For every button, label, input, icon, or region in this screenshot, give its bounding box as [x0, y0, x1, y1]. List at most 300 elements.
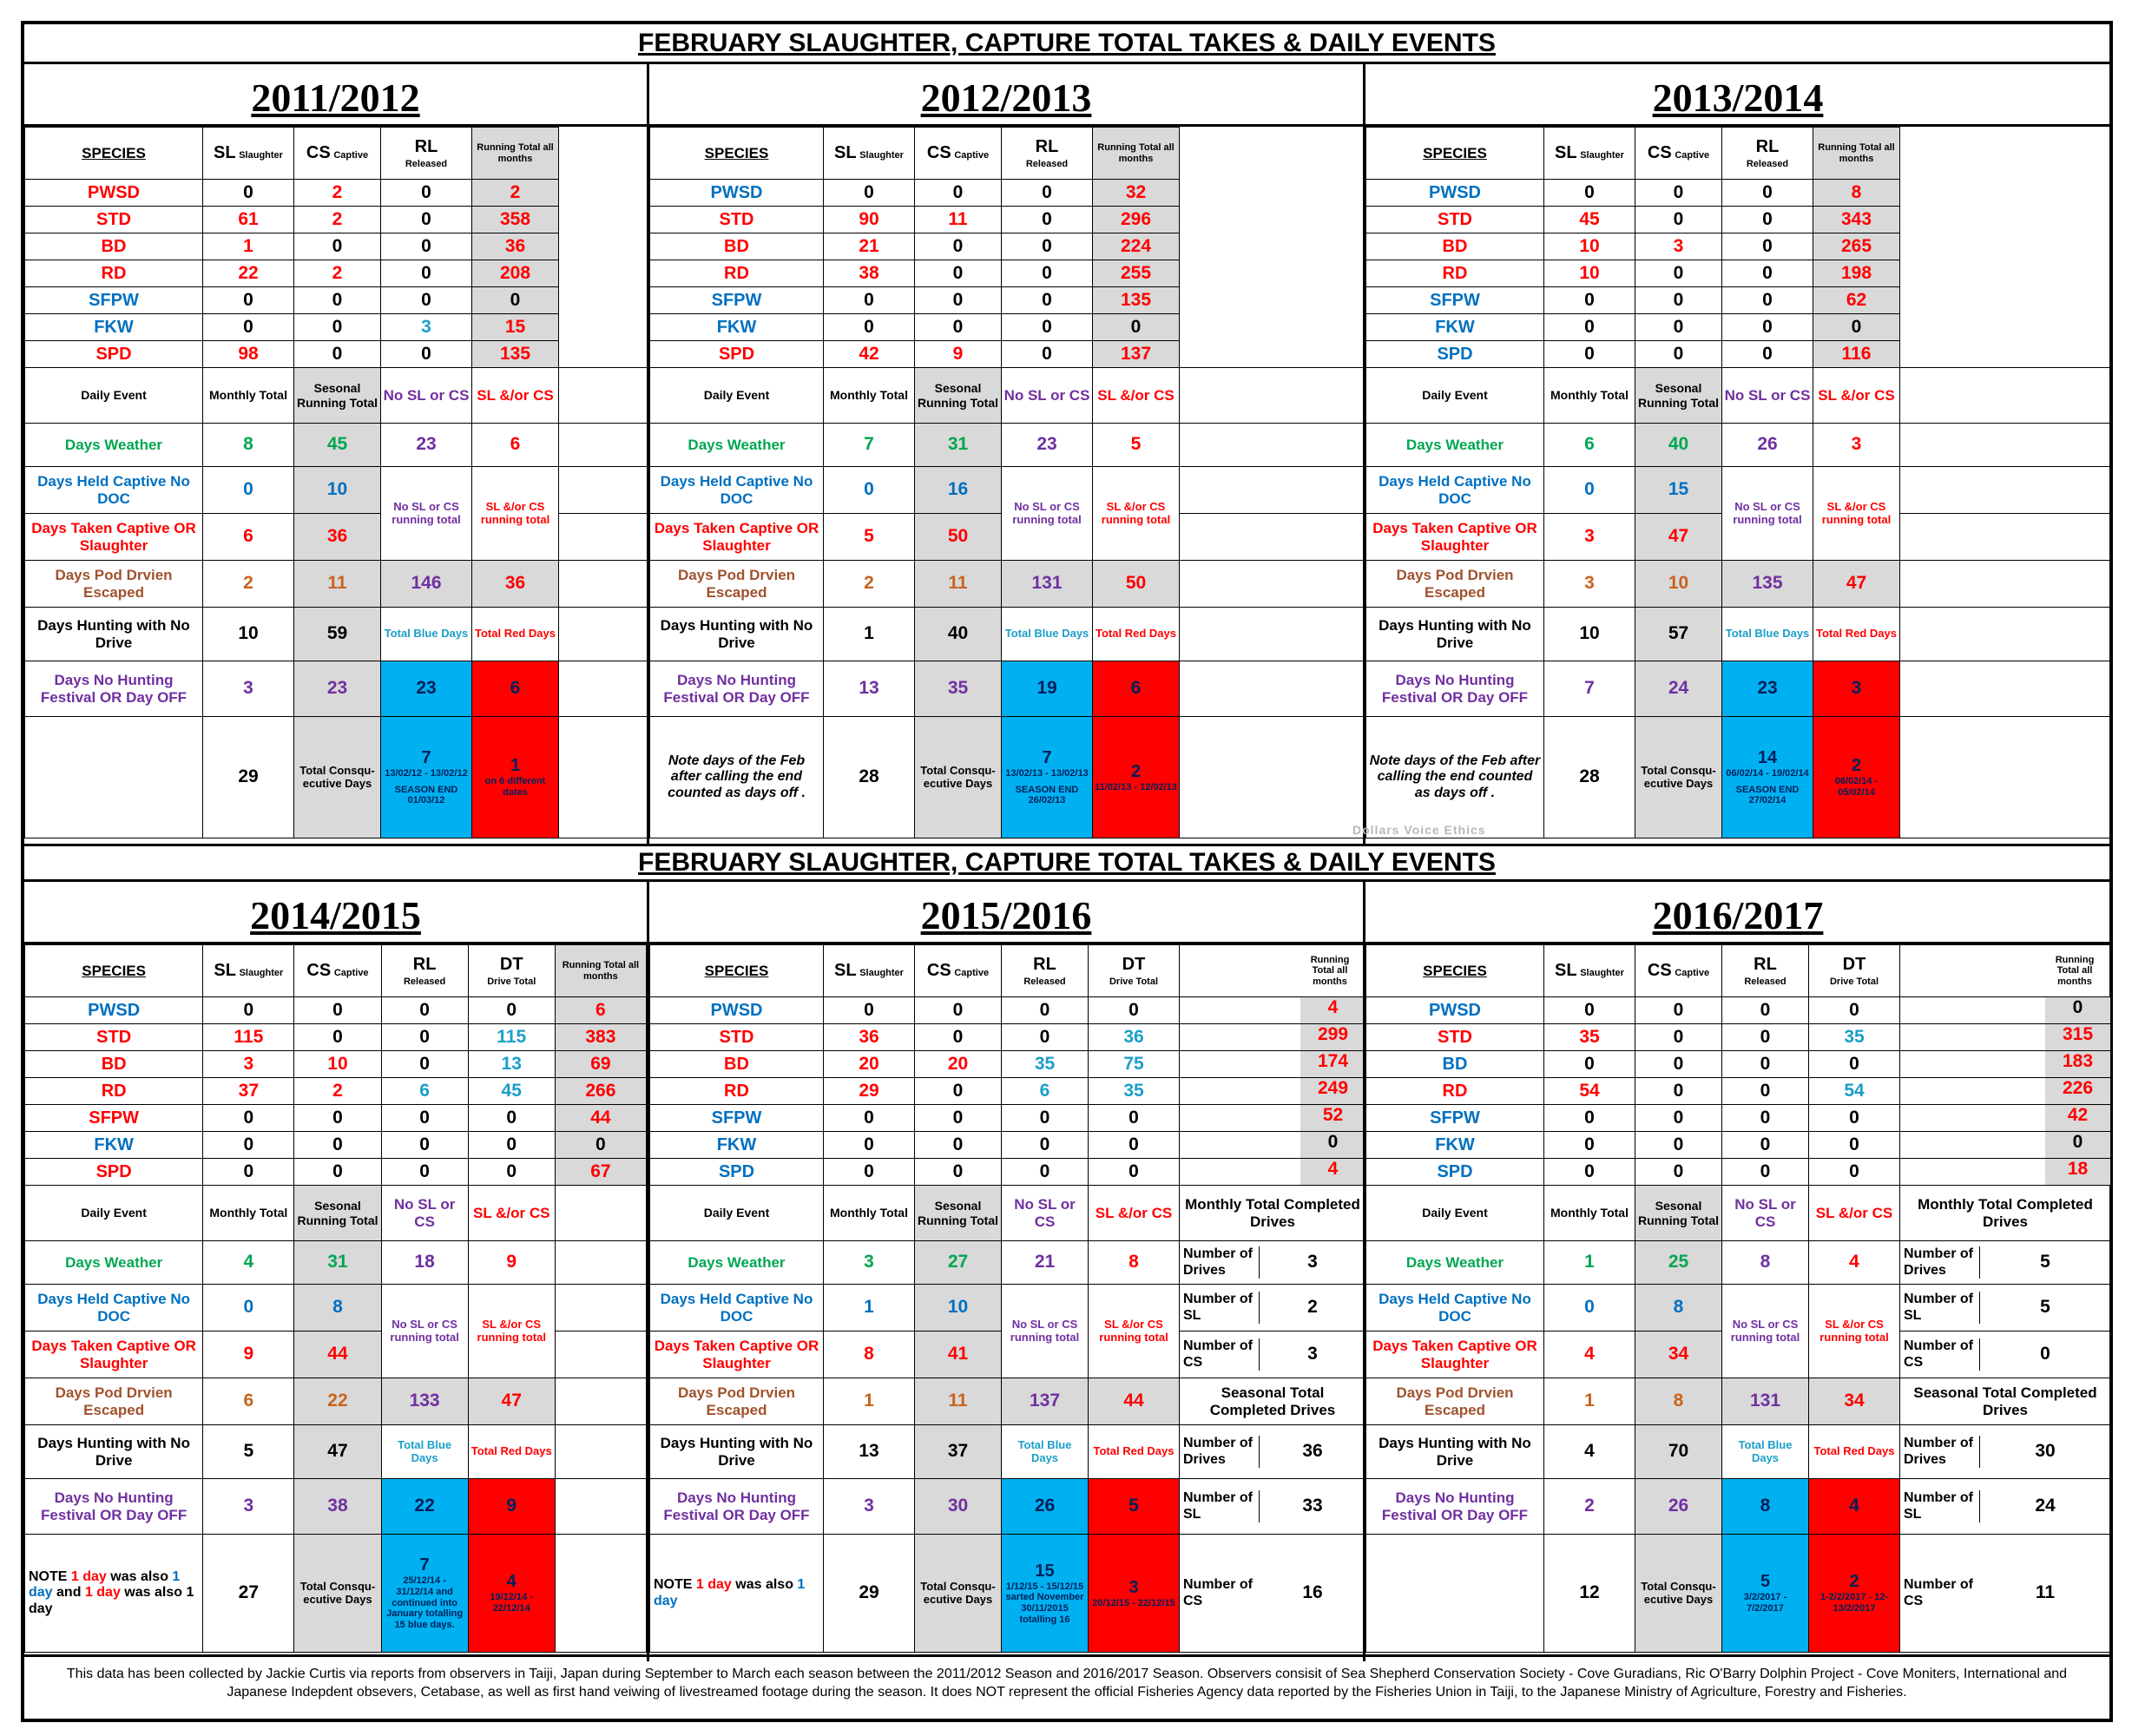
bottom-section	[24, 882, 2109, 1660]
seasonal-value: 26	[1635, 1479, 1722, 1535]
red-block: 3 20/12/15 - 22/12/15	[1089, 1535, 1180, 1653]
species-name: PWSD	[1366, 180, 1544, 207]
cs-value: 11	[915, 207, 1002, 233]
cs-header: CS Captive	[1635, 128, 1722, 180]
cs-value: 10	[294, 1051, 381, 1078]
running-total-value: 174	[1300, 1051, 1365, 1077]
event-row	[25, 561, 650, 608]
season-title: 2011/2012	[24, 64, 647, 127]
cs-header: CS Captive	[915, 128, 1002, 180]
cs-value: 9	[915, 341, 1002, 368]
monthly-value: 1	[824, 608, 915, 661]
bottom-band-title: FEBRUARY SLAUGHTER, CAPTURE TOTAL TAKES & DAILY EVENTS	[24, 844, 2109, 882]
blank-cell	[1180, 514, 1366, 561]
species-row	[1366, 341, 2111, 368]
no-sl-running-label: No SL or CS running total	[1002, 1285, 1089, 1378]
species-name: SPD	[650, 341, 824, 368]
red-block: 2 1-2/2/2017 - 12-13/2/2017	[1809, 1535, 1900, 1653]
sl-running-label: SL &/or CS running total	[1809, 1285, 1900, 1378]
event-label: Days No Hunting Festival OR Day OFF	[25, 661, 203, 717]
blue-days-value: 26	[1002, 1479, 1089, 1535]
drives-value: 5	[2040, 1252, 2050, 1272]
season-title: 2016/2017	[1365, 882, 2110, 944]
cs-value: 0	[294, 1024, 381, 1051]
species-name: SFPW	[25, 287, 203, 314]
event-label: Days Taken Captive OR Slaughter	[25, 514, 203, 561]
sl-or-cs-header: SL &/or CS	[1813, 368, 1900, 424]
no-sl-cs-value: 23	[381, 424, 472, 467]
running-total-value: 224	[1093, 233, 1180, 260]
species-header: SPECIES	[1366, 945, 1544, 997]
summary-row	[1366, 717, 2111, 838]
monthly-value: 0	[203, 467, 294, 514]
running-total-value: 266	[555, 1078, 646, 1105]
species-row	[1366, 1132, 2111, 1159]
running-total-cell	[1180, 1051, 1366, 1078]
species-row	[25, 260, 650, 287]
event-row	[1366, 561, 2111, 608]
rl-value: 0	[1722, 1024, 1809, 1051]
sl-value: 0	[203, 997, 294, 1024]
rl-value: 0	[1002, 287, 1093, 314]
rl-value: 0	[1002, 1159, 1089, 1186]
cs-value: 2	[294, 180, 381, 207]
cs-header: CS Captive	[294, 945, 381, 997]
event-label: Days Taken Captive OR Slaughter	[650, 514, 824, 561]
sl-header: SL Slaughter	[824, 128, 915, 180]
cs-header: CS Captive	[915, 945, 1002, 997]
event-label: Days Pod Drvien Escaped	[25, 561, 203, 608]
sl-or-cs-value: 3	[1813, 424, 1900, 467]
sl-or-cs-value: 8	[1089, 1241, 1180, 1285]
event-label: Days Pod Drvien Escaped	[650, 561, 824, 608]
drives-value: 2	[1307, 1297, 1318, 1318]
cs-value: 0	[294, 233, 381, 260]
rl-value: 0	[1002, 997, 1089, 1024]
drives-label: Number of SL	[1180, 1292, 1260, 1324]
running-total-cell	[1900, 1132, 2111, 1159]
species-row	[1366, 1051, 2111, 1078]
event-label: Days Hunting with No Drive	[650, 1425, 824, 1479]
species-table	[24, 127, 649, 838]
species-table	[24, 944, 647, 1653]
cs-value: 0	[915, 1159, 1002, 1186]
sl-or-cs-value: 6	[472, 424, 559, 467]
rl-value: 0	[1722, 180, 1813, 207]
monthly-value: 2	[203, 561, 294, 608]
summary-row	[1366, 1535, 2111, 1653]
red-block: 4 19/12/14 - 22/12/14	[468, 1535, 555, 1653]
dt-value: 0	[468, 1132, 555, 1159]
running-total-value: 265	[1813, 233, 1900, 260]
cs-value: 0	[1635, 1105, 1722, 1132]
monthly-value: 3	[203, 661, 294, 717]
sl-running-value: 36	[472, 561, 559, 608]
seasonal-value: 57	[1635, 608, 1722, 661]
sl-header: SL Slaughter	[203, 128, 294, 180]
rl-value: 0	[381, 180, 472, 207]
rl-value: 0	[1002, 1105, 1089, 1132]
cs-value: 0	[1635, 180, 1722, 207]
running-total-value: 6	[555, 997, 646, 1024]
drives-cell	[1900, 1285, 2111, 1332]
seasonal-value: 41	[915, 1332, 1002, 1378]
sl-header: SL Slaughter	[1544, 945, 1635, 997]
species-row	[650, 341, 1366, 368]
species-name: PWSD	[25, 180, 203, 207]
running-total-cell	[1180, 1159, 1366, 1186]
monthly-value: 3	[1544, 561, 1635, 608]
rl-value: 0	[1722, 1105, 1809, 1132]
running-total-value: 255	[1093, 260, 1180, 287]
event-row	[25, 1241, 647, 1285]
sl-value: 0	[824, 314, 915, 341]
no-sl-running-value: 146	[381, 561, 472, 608]
running-total-value: 42	[2045, 1105, 2110, 1131]
red-days-value: 4	[1809, 1479, 1900, 1535]
no-sl-running-label: No SL or CS running total	[1002, 467, 1093, 561]
monthly-value: 5	[203, 1425, 294, 1479]
rl-value: 0	[381, 287, 472, 314]
event-row	[650, 661, 1366, 717]
drives-value: 33	[1302, 1496, 1323, 1516]
rl-value: 0	[1002, 260, 1093, 287]
rl-value: 0	[381, 1051, 468, 1078]
sl-or-cs-header: SL &/or CS	[1089, 1186, 1180, 1241]
drives-value: 16	[1302, 1582, 1323, 1603]
summary-row	[25, 1535, 647, 1653]
sl-running-label: SL &/or CS running total	[1089, 1285, 1180, 1378]
running-total-cell	[1180, 1132, 1366, 1159]
cs-value: 0	[294, 1105, 381, 1132]
monthly-value: 4	[1544, 1425, 1635, 1479]
sl-running-value: 47	[468, 1378, 555, 1425]
species-name: SPD	[25, 1159, 203, 1186]
blank-cell	[1180, 467, 1366, 514]
species-name: SFPW	[650, 1105, 824, 1132]
days-in-month: 27	[203, 1535, 294, 1653]
running-total-value: 69	[555, 1051, 646, 1078]
sl-value: 0	[203, 314, 294, 341]
event-row	[1366, 1285, 2111, 1332]
species-name: RD	[650, 260, 824, 287]
monthly-value: 1	[824, 1285, 915, 1332]
event-label: Days No Hunting Festival OR Day OFF	[650, 1479, 824, 1535]
blank-cell	[1366, 1535, 1544, 1653]
running-total-value: 296	[1093, 207, 1180, 233]
no-sl-running-value: 131	[1722, 1378, 1809, 1425]
blank-cell	[1900, 424, 2111, 467]
monthly-value: 10	[203, 608, 294, 661]
sl-value: 0	[203, 1159, 294, 1186]
dt-value: 0	[1809, 1105, 1900, 1132]
note-cell: NOTE 1 day was also 1 day	[650, 1535, 824, 1653]
red-days-value: 9	[468, 1479, 555, 1535]
species-row	[25, 1078, 647, 1105]
sl-running-label: SL &/or CS running total	[468, 1285, 555, 1378]
total-consec-label: Total Consqu-ecutive Days	[915, 717, 1002, 838]
seasonal-running-header: Sesonal Running Total	[1635, 368, 1722, 424]
species-row	[25, 287, 650, 314]
event-row	[1366, 1241, 2111, 1285]
rl-value: 0	[1722, 287, 1813, 314]
species-name: FKW	[1366, 314, 1544, 341]
species-row	[650, 233, 1366, 260]
total-blue-label: Total Blue Days	[381, 1425, 468, 1479]
red-days-value: 6	[1093, 661, 1180, 717]
no-sl-running-label: No SL or CS running total	[1722, 1285, 1809, 1378]
no-sl-cs-header: No SL or CS	[381, 1186, 468, 1241]
seasonal-value: 31	[915, 424, 1002, 467]
sl-value: 90	[824, 207, 915, 233]
seasonal-value: 44	[294, 1332, 381, 1378]
event-label: Days Taken Captive OR Slaughter	[1366, 514, 1544, 561]
running-total-header: Running Total all months	[1093, 128, 1180, 180]
rl-value: 0	[381, 1132, 468, 1159]
running-total-value: 0	[1093, 314, 1180, 341]
monthly-value: 1	[1544, 1241, 1635, 1285]
species-name: STD	[1366, 1024, 1544, 1051]
species-row	[1366, 997, 2111, 1024]
season-title: 2012/2013	[649, 64, 1363, 127]
running-total-cell	[1180, 1078, 1366, 1105]
drives-label: Number of Drives	[1900, 1436, 1980, 1468]
sl-value: 20	[824, 1051, 915, 1078]
species-name: SPD	[650, 1159, 824, 1186]
total-red-label: Total Red Days	[1809, 1425, 1900, 1479]
event-label: Days Held Captive No DOC	[650, 467, 824, 514]
summary-row	[650, 717, 1366, 838]
cs-value: 0	[1635, 207, 1722, 233]
no-sl-running-label: No SL or CS running total	[381, 467, 472, 561]
seasonal-value: 8	[1635, 1378, 1722, 1425]
species-name: SPD	[1366, 341, 1544, 368]
sl-running-value: 50	[1093, 561, 1180, 608]
event-label: Days Held Captive No DOC	[1366, 1285, 1544, 1332]
species-name: FKW	[25, 1132, 203, 1159]
blank-cell	[1900, 561, 2111, 608]
summary-row	[25, 717, 650, 838]
monthly-value: 3	[824, 1241, 915, 1285]
species-name: RD	[1366, 1078, 1544, 1105]
monthly-value: 4	[203, 1241, 294, 1285]
event-row	[650, 467, 1366, 514]
monthly-value: 3	[824, 1479, 915, 1535]
blank-cell	[1180, 608, 1366, 661]
seasonal-running-header: Sesonal Running Total	[294, 368, 381, 424]
species-row	[650, 180, 1366, 207]
event-row	[25, 661, 650, 717]
seasonal-value: 40	[1635, 424, 1722, 467]
running-total-value: 299	[1300, 1024, 1365, 1050]
drives-cell	[1180, 1241, 1366, 1285]
event-row	[650, 1241, 1366, 1285]
running-total-value: 383	[555, 1024, 646, 1051]
monthly-total-header: Monthly Total	[1544, 368, 1635, 424]
no-sl-running-label: No SL or CS running total	[381, 1285, 468, 1378]
seasonal-value: 70	[1635, 1425, 1722, 1479]
species-row	[1366, 314, 2111, 341]
species-name: FKW	[25, 314, 203, 341]
sl-or-cs-header: SL &/or CS	[1809, 1186, 1900, 1241]
daily-event-header: Daily Event	[650, 1186, 824, 1241]
event-row	[1366, 1425, 2111, 1479]
no-sl-cs-value: 23	[1002, 424, 1093, 467]
seasonal-value: 11	[294, 561, 381, 608]
daily-event-header: Daily Event	[1366, 368, 1544, 424]
rl-header: RL Released	[1722, 945, 1809, 997]
drives-cell	[1900, 1535, 2111, 1653]
cs-value: 0	[915, 314, 1002, 341]
dt-value: 0	[1089, 1105, 1180, 1132]
note-cell: Note days of the Feb after calling the end counted as days off .	[650, 717, 824, 838]
seasonal-value: 25	[1635, 1241, 1722, 1285]
monthly-value: 8	[824, 1332, 915, 1378]
cs-value: 0	[1635, 260, 1722, 287]
blank-cell	[559, 561, 650, 608]
season-panel	[649, 64, 1365, 844]
species-name: SFPW	[1366, 1105, 1544, 1132]
sl-value: 0	[1544, 314, 1635, 341]
rl-value: 6	[381, 1078, 468, 1105]
event-label: Days Hunting with No Drive	[25, 1425, 203, 1479]
total-consec-label: Total Consqu-ecutive Days	[915, 1535, 1002, 1653]
event-label: Days Weather	[25, 424, 203, 467]
running-total-value: 15	[472, 314, 559, 341]
watermark: Dollars Voice Ethics	[1352, 823, 1486, 837]
dt-value: 45	[468, 1078, 555, 1105]
rl-value: 0	[1002, 314, 1093, 341]
blank-cell	[1900, 717, 2111, 838]
sl-or-cs-header: SL &/or CS	[1093, 368, 1180, 424]
cs-value: 2	[294, 260, 381, 287]
monthly-total-header: Monthly Total	[824, 1186, 915, 1241]
species-name: STD	[25, 207, 203, 233]
drives-cell	[1180, 1285, 1366, 1332]
cs-value: 0	[1635, 1024, 1722, 1051]
drives-cell	[1180, 1535, 1366, 1653]
footer-disclaimer: This data has been collected by Jackie Curtis via reports from observers in Taiji, Japan during September to March each season between the 2011/2012 Season and 2016/2017 Season. Observers consisit of Sea Shepherd Conservation Society - Cove Guradians, Ric O'Barry Dolphin Project - Cove Moniters, International and Japanese Indepdent obsevers, Cetabase, as well as first hand veiwing of livestreamed footage during the season. It does NOT represent the official Fisheries Agency data reported by the Fisheries Union in Taiji, to the Japanese Ministry of Agriculture, Forestry and Fisheries.	[24, 1654, 2109, 1719]
species-row	[650, 1159, 1366, 1186]
cs-value: 0	[294, 997, 381, 1024]
total-consec-label: Total Consqu-ecutive Days	[294, 717, 381, 838]
daily-event-header: Daily Event	[25, 1186, 203, 1241]
sl-value: 0	[203, 180, 294, 207]
sl-value: 115	[203, 1024, 294, 1051]
running-total-value: 0	[2045, 997, 2110, 1023]
species-row	[25, 341, 650, 368]
seasonal-value: 10	[1635, 561, 1722, 608]
event-row	[25, 467, 650, 514]
event-row	[650, 1378, 1366, 1425]
drives-label: Number of CS	[1904, 1577, 1973, 1608]
event-label: Days Pod Drvien Escaped	[1366, 561, 1544, 608]
seasonal-running-header: Sesonal Running Total	[1635, 1186, 1722, 1241]
monthly-value: 1	[1544, 1378, 1635, 1425]
event-label: Days Hunting with No Drive	[25, 608, 203, 661]
species-row	[25, 1159, 647, 1186]
rl-value: 6	[1002, 1078, 1089, 1105]
dt-value: 54	[1809, 1078, 1900, 1105]
total-red-label: Total Red Days	[1813, 608, 1900, 661]
monthly-value: 0	[1544, 467, 1635, 514]
cs-value: 0	[1635, 1132, 1722, 1159]
running-total-value: 32	[1093, 180, 1180, 207]
running-total-header: Running Total all months	[1813, 128, 1900, 180]
data-sheet	[21, 21, 2113, 1722]
species-name: STD	[25, 1024, 203, 1051]
daily-event-header: Daily Event	[1366, 1186, 1544, 1241]
dt-value: 0	[1089, 997, 1180, 1024]
no-sl-running-label: No SL or CS running total	[1722, 467, 1813, 561]
species-row	[25, 207, 650, 233]
seasonal-value: 22	[294, 1378, 381, 1425]
note-cell: NOTE 1 day was also 1 day and 1 day was also 1 day	[25, 1535, 203, 1653]
red-days-value: 5	[1089, 1479, 1180, 1535]
rl-value: 0	[381, 207, 472, 233]
drives-cell	[1900, 1479, 2111, 1535]
total-red-label: Total Red Days	[472, 608, 559, 661]
species-name: RD	[25, 260, 203, 287]
cs-value: 0	[915, 260, 1002, 287]
sl-or-cs-value: 4	[1809, 1241, 1900, 1285]
running-total-value: 0	[1813, 314, 1900, 341]
cs-value: 0	[915, 180, 1002, 207]
red-block: 2 06/02/14 - 05/02/14	[1813, 717, 1900, 838]
rl-value: 35	[1002, 1051, 1089, 1078]
drives-cell	[1900, 1332, 2111, 1378]
species-name: PWSD	[1366, 997, 1544, 1024]
blank-cell	[1180, 368, 1366, 424]
event-row	[25, 424, 650, 467]
blank-cell	[1900, 368, 2111, 424]
sl-value: 0	[1544, 287, 1635, 314]
species-name: SPD	[1366, 1159, 1544, 1186]
drives-value: 11	[2035, 1582, 2056, 1603]
drives-value: 5	[2040, 1297, 2050, 1318]
running-total-value: 343	[1813, 207, 1900, 233]
drives-label: Number of CS	[1900, 1338, 1980, 1371]
seasonal-value: 38	[294, 1479, 381, 1535]
red-block: 1 on 6 different dates	[472, 717, 559, 838]
seasonal-value: 59	[294, 608, 381, 661]
season-panel	[1365, 882, 2110, 1661]
monthly-drives-header: Monthly Total Completed Drives	[1180, 1186, 1366, 1241]
event-label: Days Weather	[25, 1241, 203, 1285]
seasonal-value: 47	[294, 1425, 381, 1479]
top-band-title: FEBRUARY SLAUGHTER, CAPTURE TOTAL TAKES & DAILY EVENTS	[24, 24, 2109, 64]
cs-value: 0	[915, 1024, 1002, 1051]
no-sl-running-value: 133	[381, 1378, 468, 1425]
dt-header: DT Drive Total	[468, 945, 555, 997]
running-total-value: 208	[472, 260, 559, 287]
blue-days-value: 23	[381, 661, 472, 717]
species-name: FKW	[650, 1132, 824, 1159]
seasonal-drives-label: Seasonal Total Completed Drives	[1900, 1378, 2111, 1425]
rl-value: 0	[1722, 1078, 1809, 1105]
dt-value: 35	[1089, 1078, 1180, 1105]
sl-value: 0	[1544, 341, 1635, 368]
species-name: BD	[650, 1051, 824, 1078]
running-total-value: 0	[555, 1132, 646, 1159]
rl-value: 0	[1722, 260, 1813, 287]
event-label: Days Hunting with No Drive	[1366, 1425, 1544, 1479]
total-blue-label: Total Blue Days	[381, 608, 472, 661]
event-row	[25, 1425, 647, 1479]
cs-value: 0	[915, 1105, 1002, 1132]
drives-label: Number of CS	[1183, 1577, 1253, 1608]
cs-header: CS Captive	[294, 128, 381, 180]
